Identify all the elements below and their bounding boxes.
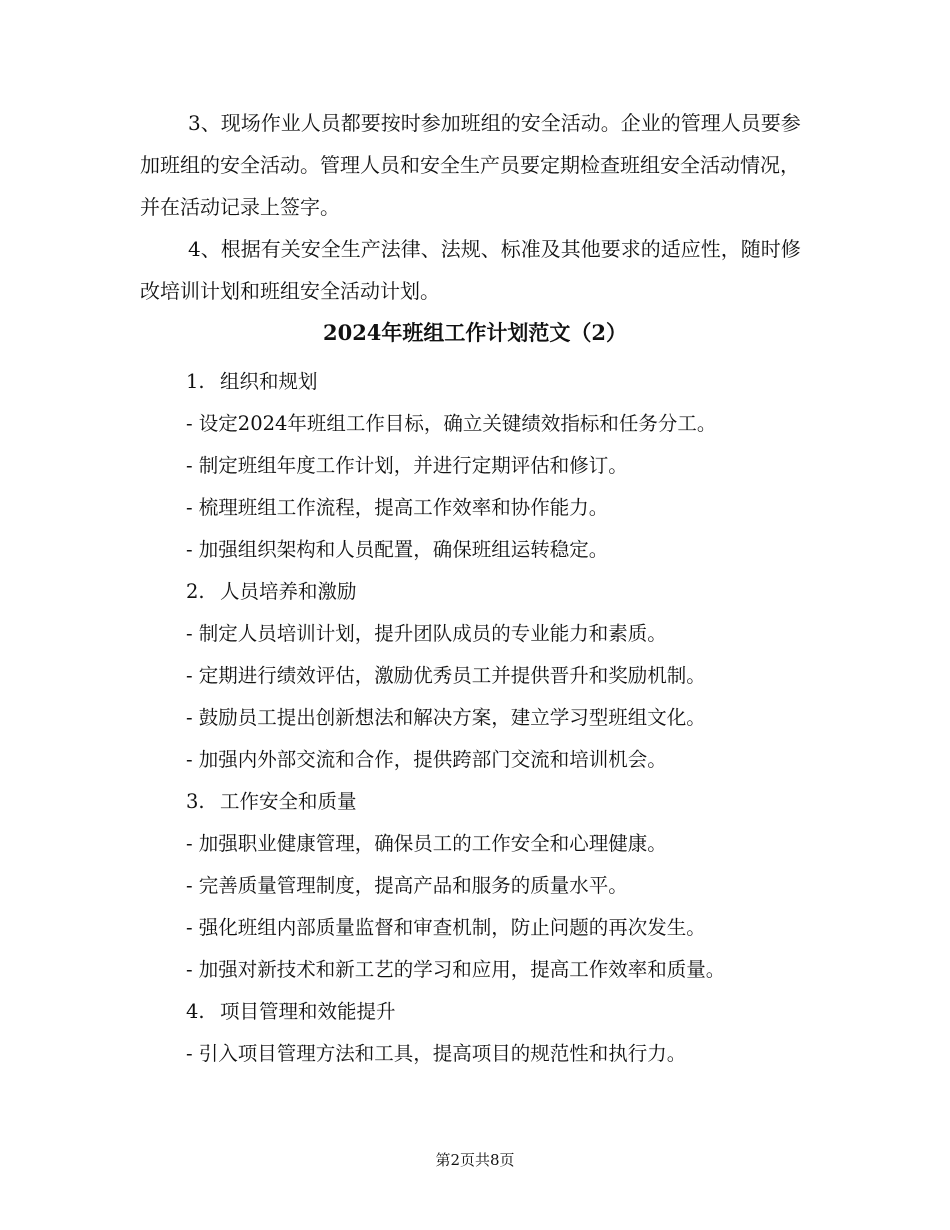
heading-number: 2.	[186, 580, 205, 603]
list-item: - 定期进行绩效评估，激励优秀员工并提供晋升和奖励机制。	[186, 664, 706, 687]
section-title: 2024年班组工作计划范文（2）	[322, 320, 628, 345]
heading-text: 项目管理和效能提升	[220, 1000, 396, 1023]
list-item: - 梳理班组工作流程，提高工作效率和协作能力。	[186, 496, 609, 519]
heading-text: 组织和规划	[220, 370, 318, 393]
list-item: - 强化班组内部质量监督和审查机制，防止问题的再次发生。	[186, 916, 706, 939]
list-item: - 制定班组年度工作计划，并进行定期评估和修订。	[186, 454, 628, 477]
paragraph-item-3: 3、现场作业人员都要按时参加班组的安全活动。企业的管理人员要参加班组的安全活动。管理人员和安全生产员要定期检查班组安全活动情况，并在活动记录上签字。	[140, 111, 801, 219]
list-item: - 制定人员培训计划，提升团队成员的专业能力和素质。	[186, 622, 667, 645]
heading-text: 人员培养和激励	[220, 580, 357, 603]
list-heading	[186, 991, 826, 1033]
list-item: - 加强对新技术和新工艺的学习和应用，提高工作效率和质量。	[186, 958, 726, 981]
plan-list	[186, 361, 826, 1075]
paragraph-item-4: 4、根据有关安全生产法律、法规、标准及其他要求的适应性，随时修改培训计划和班组安全活动计划。	[140, 237, 801, 303]
page-number-footer: 第2页共8页	[435, 1151, 515, 1169]
list-item: - 引入项目管理方法和工具，提高项目的规范性和执行力。	[186, 1042, 687, 1065]
list-heading	[186, 571, 826, 613]
list-item: - 设定2024年班组工作目标，确立关键绩效指标和任务分工。	[186, 412, 717, 435]
list-item: - 鼓励员工提出创新想法和解决方案，建立学习型班组文化。	[186, 706, 706, 729]
heading-number: 3.	[186, 790, 205, 813]
list-heading	[186, 361, 826, 403]
list-heading	[186, 781, 826, 823]
heading-text: 工作安全和质量	[220, 790, 357, 813]
list-item: - 加强组织架构和人员配置，确保班组运转稳定。	[186, 538, 609, 561]
list-item: - 加强内外部交流和合作，提供跨部门交流和培训机会。	[186, 748, 667, 771]
heading-number: 4.	[186, 1000, 205, 1023]
heading-number: 1.	[186, 370, 205, 393]
list-item: - 完善质量管理制度，提高产品和服务的质量水平。	[186, 874, 628, 897]
list-item: - 加强职业健康管理，确保员工的工作安全和心理健康。	[186, 832, 667, 855]
